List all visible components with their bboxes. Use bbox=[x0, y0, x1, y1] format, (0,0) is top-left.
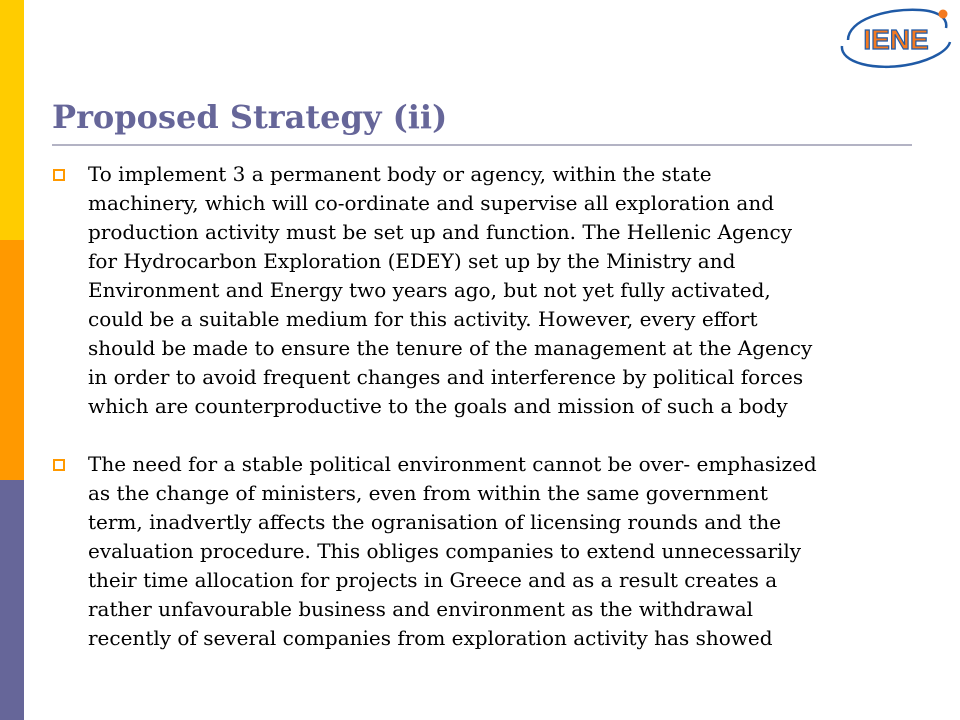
bullet-line: production activity must be set up and function. The Hellenic Agency bbox=[88, 220, 793, 244]
logo-orange-dot bbox=[939, 10, 948, 19]
bullet-line: for Hydrocarbon Exploration (EDEY) set up by the Ministry and bbox=[88, 249, 736, 273]
bullet-line: Environment and Energy two years ago, but not yet fully activated, bbox=[88, 278, 771, 302]
bullet-list bbox=[50, 160, 930, 653]
bullet-line: as the change of ministers, even from within the same government bbox=[88, 481, 768, 505]
bullet-line: The need for a stable political environment cannot be over- emphasized bbox=[88, 452, 817, 476]
bullet-line: recently of several companies from exploration activity has showed bbox=[88, 626, 773, 650]
bullet-square-icon bbox=[53, 459, 65, 471]
bullet-line: could be a suitable medium for this activity. However, every effort bbox=[88, 307, 758, 331]
title-divider bbox=[52, 144, 912, 146]
logo-text: IENE bbox=[863, 24, 929, 55]
bullet-line: term, inadvertly affects the ogranisation of licensing rounds and the bbox=[88, 510, 782, 534]
side-bar-purple-segment bbox=[0, 480, 24, 720]
bullet-square-icon bbox=[53, 169, 65, 181]
bullet-line: which are counterproductive to the goals and mission of such a body bbox=[88, 394, 788, 418]
bullet-item bbox=[50, 160, 930, 421]
bullet-line: rather unfavourable business and environment as the withdrawal bbox=[88, 597, 754, 621]
side-accent-bar bbox=[0, 0, 24, 720]
bullet-line: in order to avoid frequent changes and interference by political forces bbox=[88, 365, 804, 389]
bullet-line: their time allocation for projects in Greece and as a result creates a bbox=[88, 568, 778, 592]
bullet-line: should be made to ensure the tenure of the management at the Agency bbox=[88, 336, 813, 360]
slide-title: Proposed Strategy (ii) bbox=[52, 98, 448, 136]
side-bar-yellow-segment bbox=[0, 0, 24, 240]
side-bar-orange-segment bbox=[0, 240, 24, 480]
bullet-line: To implement 3 a permanent body or agency, within the state bbox=[88, 162, 712, 186]
bullet-line: machinery, which will co-ordinate and supervise all exploration and bbox=[88, 191, 775, 215]
bullet-line: evaluation procedure. This obliges companies to extend unnecessarily bbox=[88, 539, 802, 563]
bullet-item bbox=[50, 450, 930, 653]
iene-logo bbox=[834, 6, 954, 70]
